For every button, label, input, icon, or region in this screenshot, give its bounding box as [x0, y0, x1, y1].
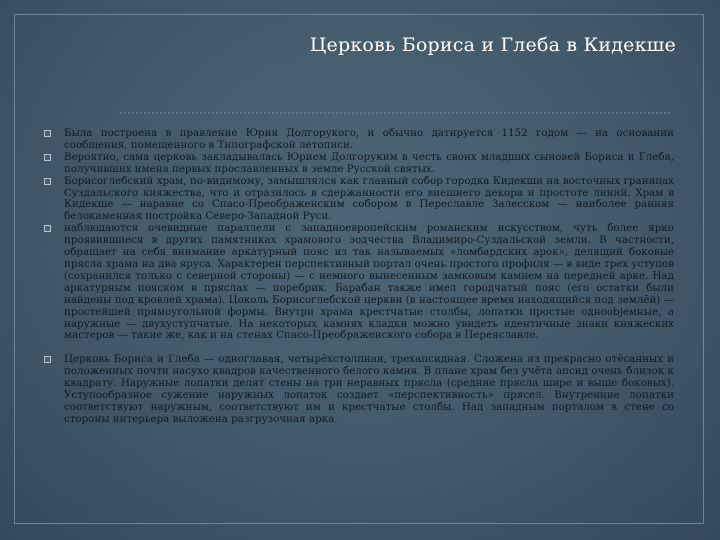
paragraph-text: Борисоглебский храм, по-видимому, замышлялся как главный собор городка Кидекши на восточных границах Суздальского княжества, что и отразилось в сдержанности его внешнего декора и простоте линий. Храм в Кидекше — наравне со Спасо-Преображенским собором в Переславле Залесском — наиболее ранняя белокаменная постройка Северо-Западной Руси. [64, 174, 674, 223]
slide-body [40, 128, 674, 426]
square-bullet-icon [44, 225, 51, 232]
square-bullet-icon [44, 178, 51, 185]
bullet-item [40, 176, 674, 224]
square-bullet-icon [44, 154, 51, 161]
bullet-item [40, 223, 674, 342]
square-bullet-icon [44, 356, 51, 363]
title-divider [120, 112, 670, 114]
slide-title: Церковь Бориса и Глеба в Кидекше [309, 34, 676, 56]
bullet-item [40, 354, 674, 425]
paragraph-text: Была построена в правление Юрия Долгорукого, и обычно датируется 1152 годом — на основании сообщения, помещенного в Типографской летописи. [64, 127, 674, 151]
paragraph-text: Церковь Бориса и Глеба — одноглавая, четырёхстолпная, трехапсидная. Сложена из прекрасно отёсанных и положенных почти насухо квадров качественного белого камня. В плане храм без учёта апсид очень близок к квадрату. Наружные лопатки делят стены на три неравных прясла (средние прясла шире и выше боковых). Уступообразное сужение наружных лопаток создает «перспективность» прясел. Внутренние лопатки соответствуют наружным, соответствуют им и крестчатые столбы. Над западным порталом в стене со стороны интерьера выложена разгрузочная арка. [64, 353, 674, 425]
paragraph-text: Вероятно, сама церковь закладывалась Юрием Долгоруким в честь своих младших сыновей Бориса и Глеба, получивших имена первых прославленных в земле Русской святых. [64, 150, 674, 175]
bullet-item [40, 152, 674, 176]
square-bullet-icon [44, 130, 51, 137]
bullet-item [40, 128, 674, 152]
paragraph-text: наблюдаются очевидные параллели с западноевропейским романским искусством, чуть более ярко проявившиеся в других памятниках храмового зодчества Владимиро-Суздальской земли. В частности, обращает на себя внимание аркатурный пояс из так называемых «ломбардских арок», делящий боковые прясла храма на два яруса. Характерен перспективный портал очень простого профиля — в виде трех уступов (сохранился только с северной стороны) — с немного вынесенным замковым камнем на передней арке. Над аркатурным пояском в пряслах — поребрик. Барабан также имел городчатый пояс (его остатки были найдены под кровлей храма). Цоколь Борисоглебской церкви (в настоящее время находящийся под землёй) — простейшей прямоугольной формы. Внутри храма крестчатые столбы, лопатки простые одноobjемные, а наружные — двухуступчатые. На некоторых камнях кладки можно увидеть идентичные знаки княжеских мастеров — такие же, как и на стенах Спасо-Преображенского собора в Переяславле. [64, 222, 674, 342]
